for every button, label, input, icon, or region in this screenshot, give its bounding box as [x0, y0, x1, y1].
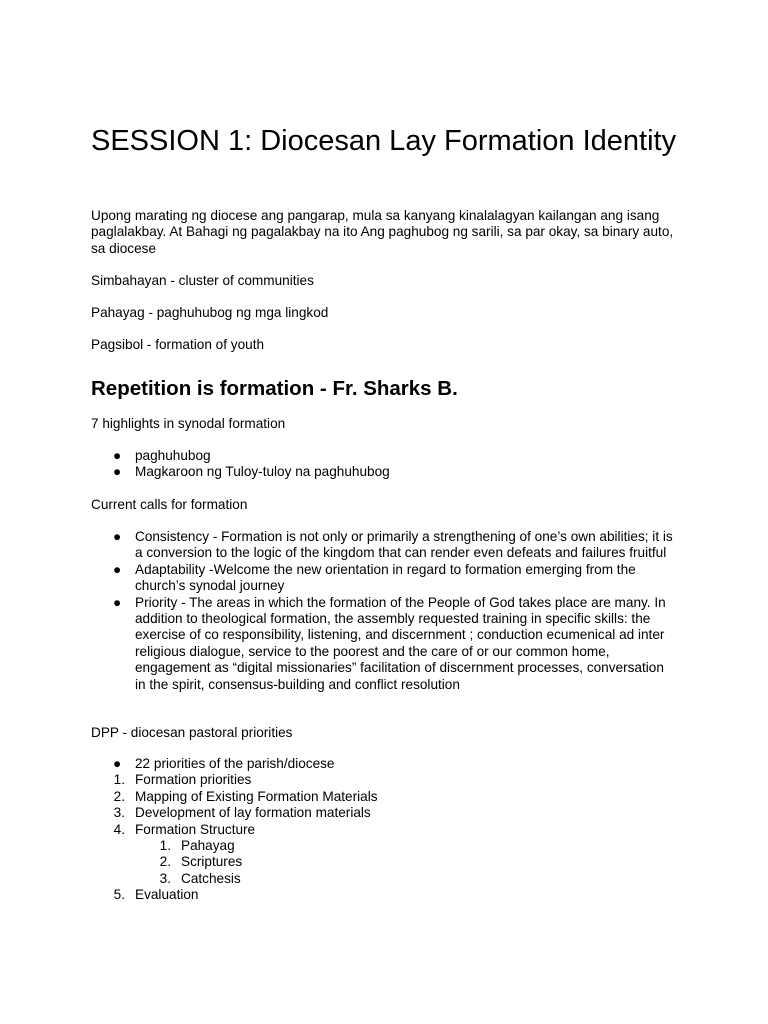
list-item — [91, 562, 676, 595]
bullet-icon: ● — [113, 529, 122, 544]
dpp-numbered-list-end — [91, 887, 676, 903]
list-item — [91, 595, 676, 693]
page-title: SESSION 1: Diocesan Lay Formation Identity — [91, 125, 677, 157]
section-heading: Repetition is formation - Fr. Sharks B. — [91, 377, 458, 400]
list-item — [91, 448, 676, 464]
list-number: 4. — [113, 821, 125, 837]
calls-list — [91, 529, 676, 693]
list-number: 2. — [113, 788, 125, 804]
list-item-text: Catchesis — [181, 870, 241, 886]
list-item — [91, 789, 676, 805]
sub-list-item — [91, 854, 676, 870]
list-number: 1. — [113, 772, 125, 788]
list-item-text: Formation Structure — [135, 821, 256, 837]
list-item — [91, 529, 676, 562]
list-number: 5. — [113, 887, 125, 903]
list-item-text: 22 priorities of the parish/diocese — [135, 756, 335, 771]
list-number: 2. — [159, 854, 171, 870]
list-item-text: Consistency - Formation is not only or primarily a strengthening of one’s own abilities; it is a conversion to the logic of the kingdom that can render even defeats and failures fruitful — [135, 529, 673, 561]
calls-label: Current calls for formation — [91, 497, 248, 512]
list-item — [91, 756, 676, 772]
simbahayan-line: Simbahayan - cluster of communities — [91, 273, 314, 288]
list-item — [91, 822, 676, 838]
bullet-icon: ● — [113, 594, 122, 610]
list-item-text: Mapping of Existing Formation Materials — [135, 788, 378, 804]
bullet-icon: ● — [113, 464, 122, 480]
list-number: 1. — [159, 838, 171, 854]
list-item-text: Formation priorities — [135, 772, 252, 788]
list-number: 3. — [113, 805, 125, 821]
dpp-numbered-list — [91, 772, 676, 838]
dpp-label: DPP - diocesan pastoral priorities — [91, 725, 293, 740]
list-item — [91, 772, 676, 788]
list-item-text: Adaptability -Welcome the new orientation in regard to formation emerging from the church’s synodal journey — [135, 561, 636, 594]
structure-sublist — [91, 838, 676, 887]
list-item-text: Evaluation — [135, 887, 199, 903]
sub-list-item — [91, 838, 676, 854]
list-item — [91, 805, 676, 821]
list-item-text: Priority - The areas in which the formation of the People of God takes place are many. In addition to theological formation, the assembly requested training in specific skills: the exercise of co responsibility, listening, and discernment ; conduction ecumenical ad inter religious dialogue, service to the poorest and the care of or our common home, engagement as “digital missionaries” facilitation of discernment processes, conversation in the spirit, consensus-building and conflict resolution — [135, 594, 666, 692]
list-item-text: paghuhubog — [135, 448, 211, 463]
sub-list-item — [91, 871, 676, 887]
list-number: 3. — [159, 870, 171, 886]
bullet-icon: ● — [113, 756, 122, 771]
list-item-text: Development of lay formation materials — [135, 805, 371, 821]
intro-paragraph: Upong marating ng diocese ang pangarap, mula sa kanyang kinalalagyan kailangan ang isang paglalakbay. At Bahagi ng pagalakbay na ito Ang paghubog ng sarili, sa par okay, sa binary auto, sa diocese — [91, 208, 674, 256]
bullet-icon: ● — [113, 448, 122, 463]
dpp-list — [91, 756, 676, 904]
pahayag-line: Pahayag - paghuhubog ng mga lingkod — [91, 305, 329, 320]
highlights-list — [91, 448, 676, 481]
list-item-text: Scriptures — [181, 854, 243, 870]
list-item — [91, 887, 676, 903]
list-item — [91, 464, 676, 480]
highlights-label: 7 highlights in synodal formation — [91, 416, 286, 431]
list-item-text: Magkaroon ng Tuloy-tuloy na paghuhubog — [135, 464, 390, 480]
list-item-text: Pahayag — [181, 838, 235, 854]
bullet-icon: ● — [113, 561, 122, 577]
pagsibol-line: Pagsibol - formation of youth — [91, 337, 265, 352]
dpp-bullet-list — [91, 756, 676, 772]
